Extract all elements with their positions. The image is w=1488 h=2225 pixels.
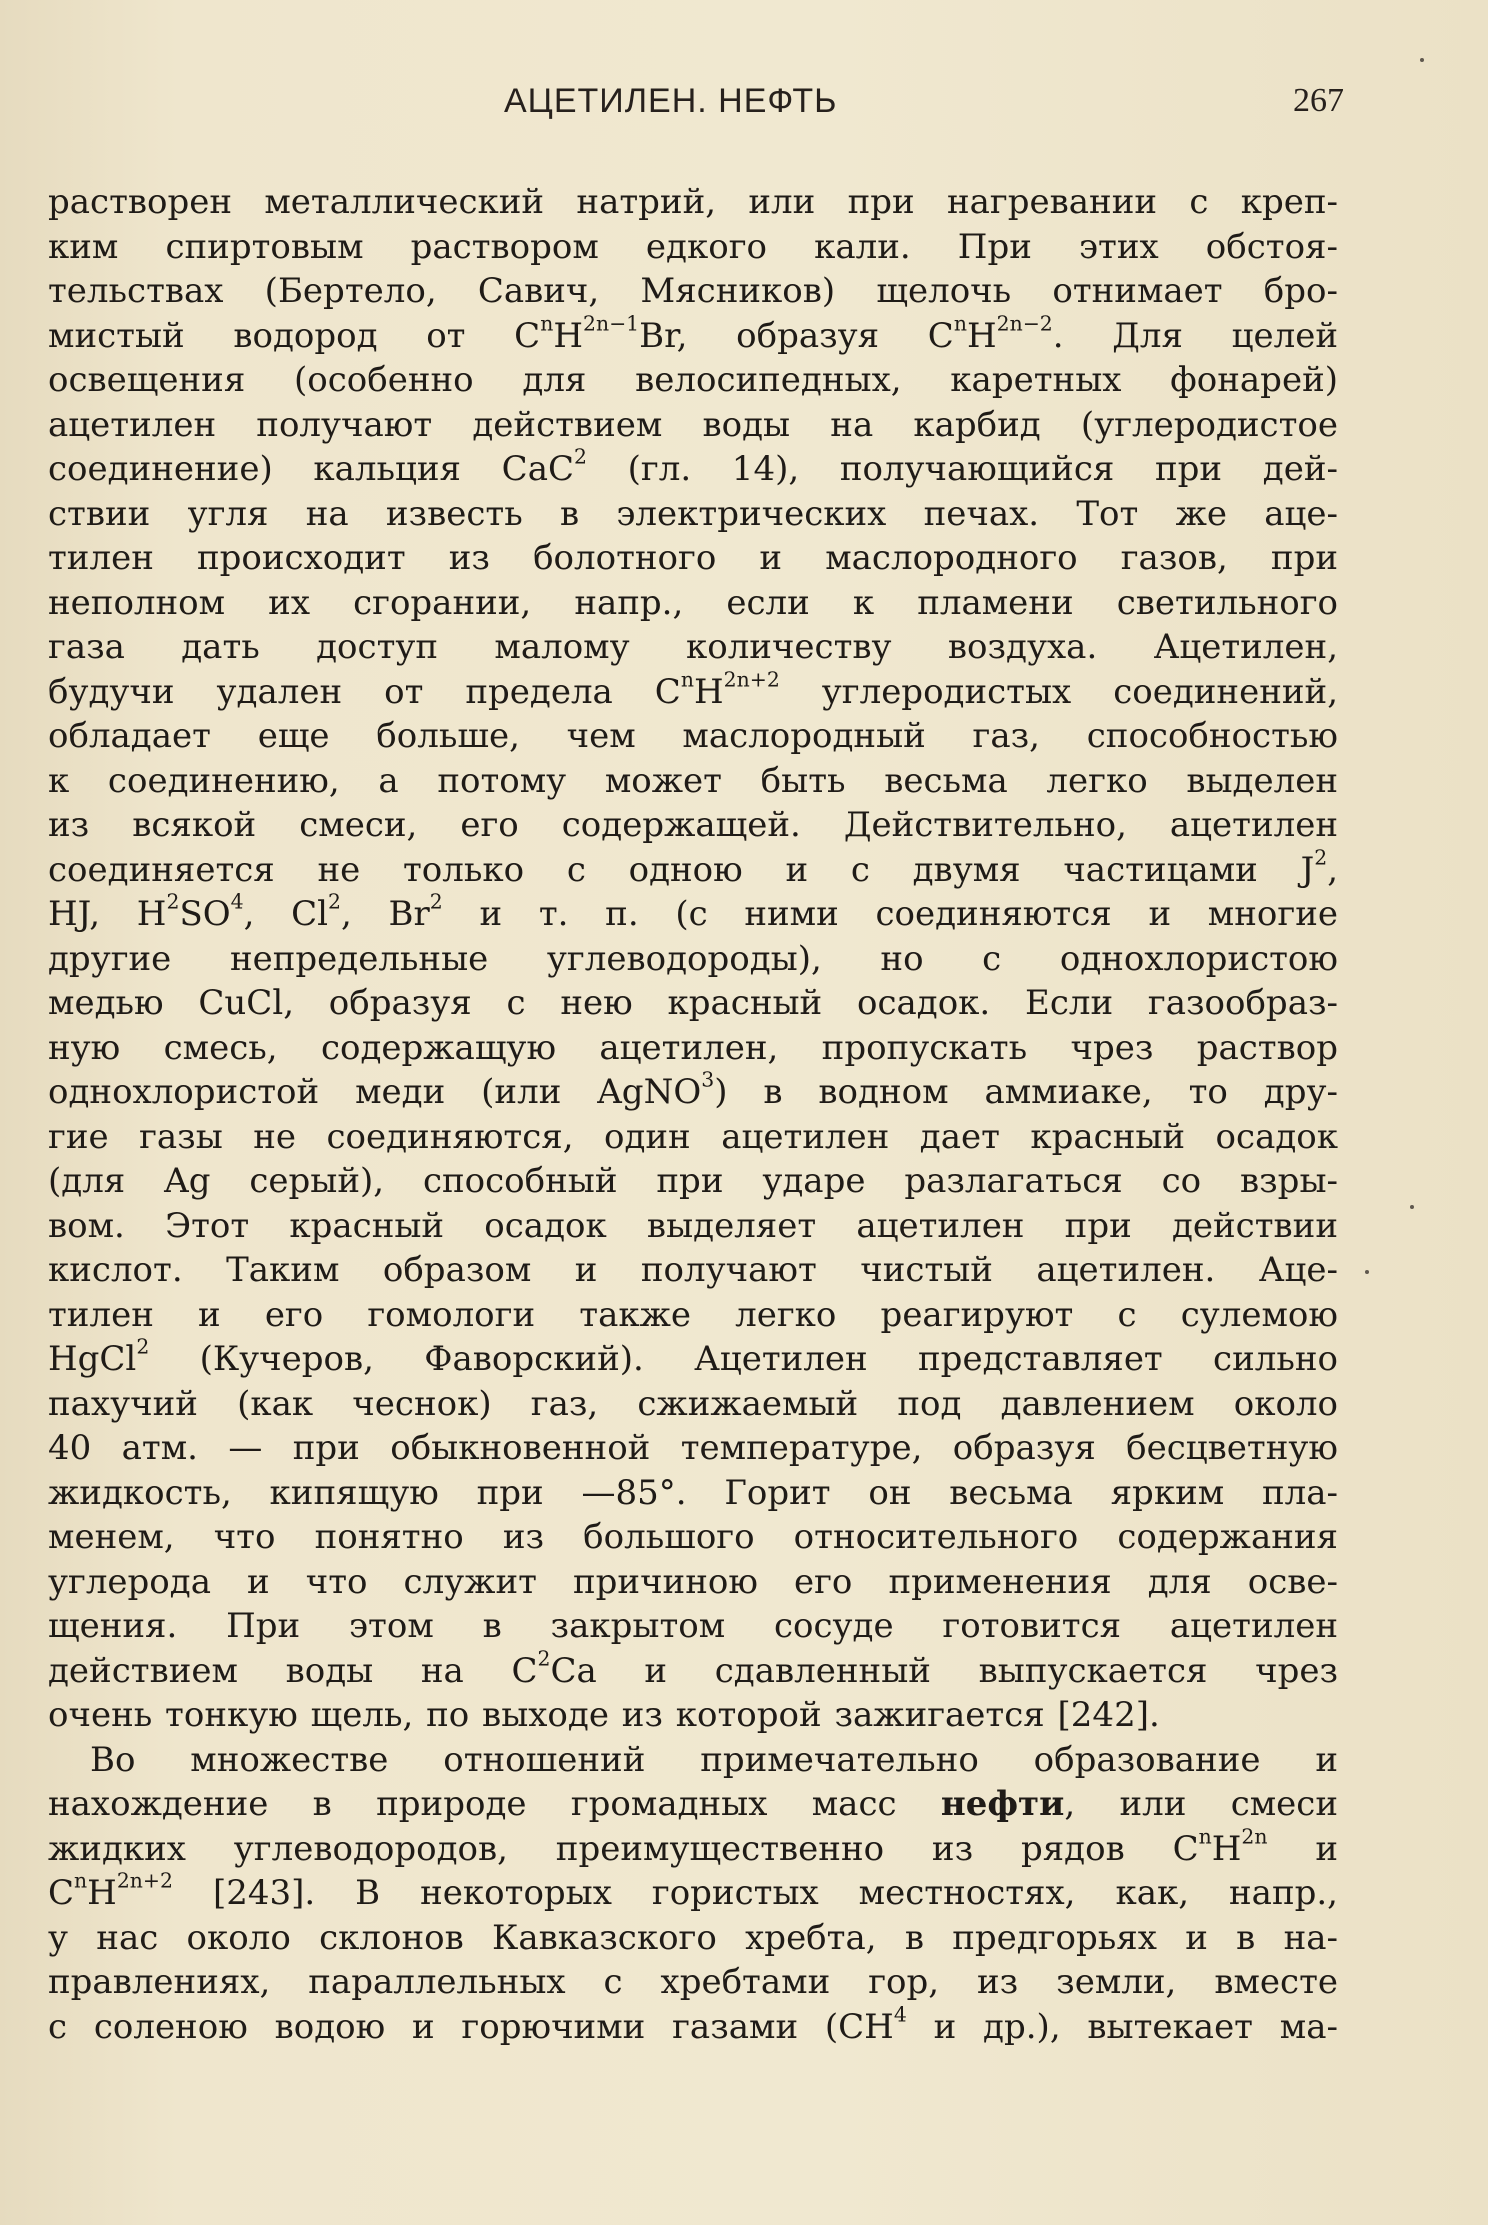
text-segment: Н	[966, 315, 997, 356]
text-segment: Br, образуя С	[639, 315, 954, 356]
text-line: 40 атм. — при обыкновенной температуре, образуя бесцветную	[48, 1428, 1338, 1468]
superscript: n	[953, 311, 967, 336]
text-segment: Н	[1211, 1828, 1242, 1869]
text-segment: Н	[553, 315, 583, 356]
text-segment: , Br	[341, 894, 430, 934]
text-segment: Н	[693, 671, 724, 712]
superscript: 2n+2	[116, 1868, 173, 1893]
body-text	[48, 180, 1338, 2049]
text-line: освещения (особенно для велосипедных, каретных фонарей)	[48, 360, 1338, 400]
text-line: к соединению, а потому может быть весьма легко выделен	[48, 760, 1338, 801]
text-segment: (гл. 14), получающийся при дей-	[586, 449, 1338, 489]
superscript: 2	[429, 889, 443, 914]
text-line: у нас около склонов Кавказского хребта, в предгорьях и в на-	[48, 1917, 1338, 1958]
text-segment: ) в водном аммиаке, то дру-	[714, 1072, 1338, 1112]
print-speck	[1410, 1205, 1414, 1209]
text-line: тилен происходит из болотного и маслородного газов, при	[48, 538, 1338, 578]
superscript: 2	[166, 889, 180, 914]
superscript: 2n+2	[723, 667, 780, 692]
text-segment: нахождение в природе громадных масс	[48, 1784, 941, 1824]
print-speck	[1365, 1270, 1369, 1274]
text-segment: углеродистых соединений,	[779, 671, 1339, 712]
text-line	[48, 1067, 1338, 1115]
text-line	[48, 1782, 1338, 1827]
text-line: неполном их сгорании, напр., если к пламени светильного	[48, 582, 1338, 623]
text-segment: и т. п. (с ними соединяются и многие	[442, 894, 1338, 934]
superscript: 3	[701, 1067, 715, 1092]
text-line: гие газы не соединяются, один ацетилен дает красный осадок	[48, 1116, 1338, 1157]
superscript: 2	[328, 889, 341, 914]
text-line: жидкость, кипящую при —85°. Горит он весьма ярким пла-	[48, 1472, 1338, 1513]
bold-term: нефти	[940, 1784, 1065, 1824]
text-segment: однохлористой меди (или AgNO	[48, 1072, 702, 1112]
text-line	[48, 1824, 1339, 1872]
text-line: медью CuCl, образуя с нею красный осадок. Если газообраз-	[48, 983, 1338, 1023]
text-line: кислот. Таким образом и получают чистый ацетилен. Аце-	[48, 1250, 1338, 1290]
page-number: 267	[1293, 82, 1344, 119]
text-line: растворен металлический натрий, или при нагревании с креп-	[48, 182, 1338, 222]
text-line	[48, 444, 1338, 492]
text-segment: будучи удален от предела С	[48, 671, 681, 712]
text-segment: С	[48, 1873, 75, 1913]
text-line: обладает еще больше, чем маслородный газ, способностью	[48, 716, 1338, 756]
page-header	[44, 82, 1344, 132]
text-segment: SO	[179, 894, 231, 934]
superscript: 2	[537, 1646, 551, 1671]
text-segment: . Для целей	[1052, 315, 1338, 356]
text-line	[48, 667, 1339, 715]
text-line: тельствах (Бертело, Савич, Мясников) щелочь отнимает бро-	[48, 271, 1338, 311]
text-segment: HJ, H	[48, 894, 167, 934]
text-line: ствии угля на известь в электрических печах. Тот же аце-	[48, 493, 1338, 534]
text-segment: и	[1267, 1828, 1339, 1869]
text-segment: (Кучеров, Фаворский). Ацетилен представляет сильно	[149, 1339, 1338, 1379]
text-line: менем, что понятно из большого относительного содержания	[48, 1517, 1338, 1557]
superscript: 2n−1	[582, 311, 640, 336]
text-segment: соединение) кальция СаС	[48, 449, 574, 489]
text-line: ацетилен получают действием воды на карбид (углеродистое	[48, 404, 1338, 445]
superscript: 2	[1314, 845, 1328, 870]
text-line	[48, 1868, 1338, 1916]
text-line: вом. Этот красный осадок выделяет ацетилен при действии	[48, 1205, 1338, 1246]
text-segment: мистый водород от С	[48, 315, 541, 356]
print-speck	[1420, 58, 1424, 62]
running-head: АЦЕТИЛЕН. НЕФТЬ	[504, 82, 838, 120]
text-line: другие непредельные углеводороды), но с однохлористою	[48, 938, 1338, 979]
text-line: (для Ag серый), способный при ударе разлагаться со взры-	[48, 1161, 1338, 1201]
text-line	[48, 845, 1338, 893]
text-segment: , или смеси	[1064, 1784, 1339, 1824]
text-line: правлениях, параллельных с хребтами гор, из земли, вместе	[48, 1962, 1338, 2002]
superscript: n	[74, 1868, 88, 1893]
text-line: углерода и что служит причиною его применения для осве-	[48, 1561, 1338, 1602]
superscript: n	[680, 667, 694, 692]
text-line	[48, 2002, 1338, 2050]
text-line	[48, 311, 1338, 359]
superscript: n	[1198, 1824, 1212, 1849]
superscript: 4	[893, 2002, 907, 2027]
text-line: пахучий (как чеснок) газ, сжижаемый под давлением около	[48, 1383, 1338, 1424]
text-segment: с соленою водою и горючими газами (СН	[48, 2006, 894, 2047]
superscript: 2n	[1241, 1824, 1268, 1849]
text-line	[48, 1334, 1338, 1382]
text-line: из всякой смеси, его содержащей. Действительно, ацетилен	[48, 805, 1338, 845]
text-line: щения. При этом в закрытом сосуде готовится ацетилен	[48, 1606, 1338, 1646]
superscript: 2	[573, 444, 587, 469]
superscript: 2	[136, 1334, 150, 1359]
text-segment: соединяется не только с одною и с двумя частицами J	[48, 849, 1315, 890]
text-segment: , Cl	[243, 894, 329, 934]
text-segment: HgCl	[48, 1339, 137, 1379]
text-line: ную смесь, содержащую ацетилен, пропускать чрез раствор	[48, 1027, 1338, 1068]
text-line	[48, 1646, 1339, 1694]
superscript: n	[540, 311, 554, 336]
text-segment: жидких углеводородов, преимущественно из рядов С	[48, 1828, 1199, 1869]
text-line	[48, 889, 1338, 937]
text-line: тилен и его гомологи также легко реагируют с сулемою	[48, 1294, 1338, 1335]
text-line: Во множестве отношений примечательно образование и	[90, 1739, 1338, 1780]
text-line: очень тонкую щель, по выходе из которой зажигается [242].	[48, 1695, 1160, 1735]
text-line: ким спиртовым раствором едкого кали. При этих обстоя-	[48, 226, 1338, 267]
text-segment: действием воды на С	[48, 1650, 538, 1691]
text-segment: и др.), вытекает ма-	[906, 2006, 1338, 2047]
text-segment: Н	[87, 1873, 117, 1913]
text-line: газа дать доступ малому количеству воздуха. Ацетилен,	[48, 627, 1338, 667]
text-segment: [243]. В некоторых гористых местностях, как, напр.,	[172, 1873, 1338, 1913]
text-segment: Са и сдавленный выпускается чрез	[550, 1650, 1339, 1691]
superscript: 2n−2	[996, 311, 1053, 336]
text-segment: ,	[1327, 849, 1338, 890]
superscript: 4	[230, 889, 244, 914]
